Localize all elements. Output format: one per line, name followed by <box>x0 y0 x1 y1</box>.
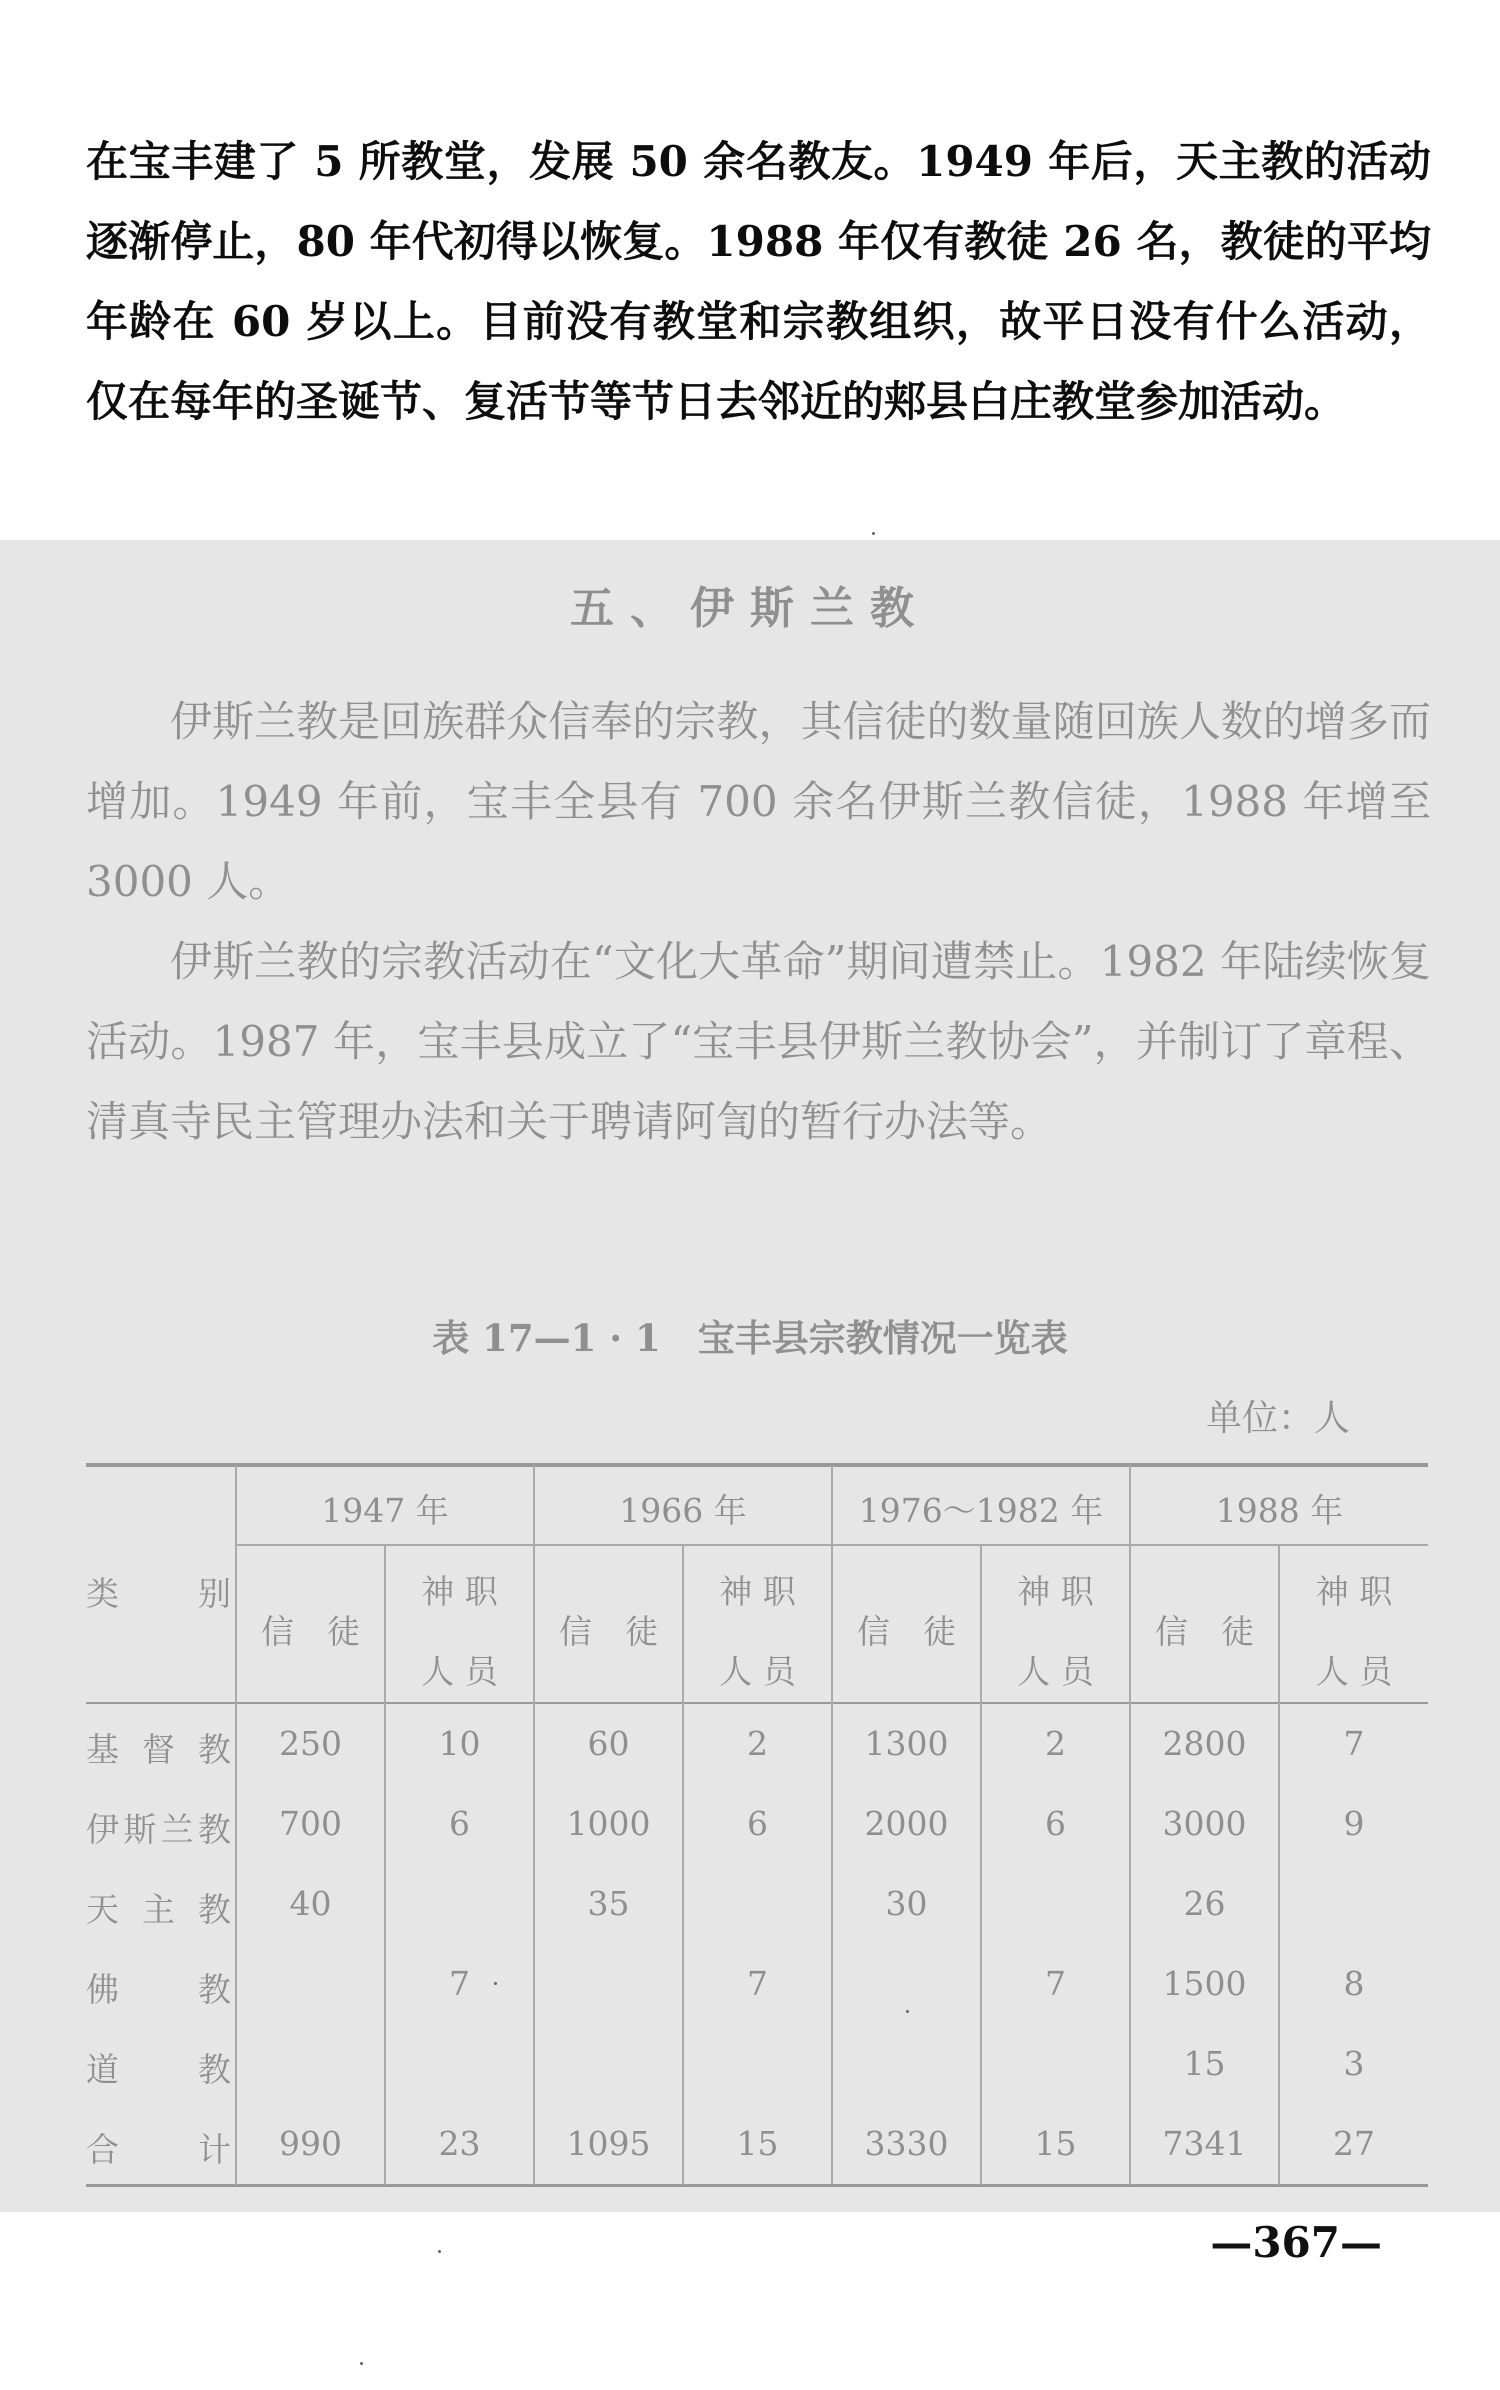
table-top-rule <box>86 1463 1428 1467</box>
clergy-header-line2: 人 员 <box>719 1652 796 1691</box>
table-cell: 7341 <box>1162 2124 1247 2163</box>
table-cell: 26 <box>1183 1884 1226 1923</box>
table-unit-label: 单位：人 <box>1205 1398 1350 1439</box>
section-heading: 五、伊斯兰教 <box>570 583 930 634</box>
table-cell: 8 <box>1343 1964 1365 2003</box>
scan-speck <box>494 1982 497 1985</box>
table-title: 表 17—1 · 1 宝丰县宗教情况一览表 <box>432 1316 1068 1360</box>
table-cell: 10 <box>438 1724 481 1763</box>
year-header: 1988 年 <box>1215 1491 1344 1530</box>
body-text-top: 在宝丰建了 5 所教堂，发展 50 余名教友。1949 年后，天主教的活动逐渐停止，80 年代初得以恢复。1988 年仅有教徒 26 名，教徒的平均年龄在 60 岁以上。目前没有教堂和宗教组织，故平日没有什么活动，仅在每年的圣诞节、复活节等节日去邻近的郏县白庄教堂参加活动。 <box>86 137 1431 426</box>
table-cell: 2000 <box>864 1804 949 1843</box>
table-cell: 2800 <box>1162 1724 1247 1763</box>
table-cell: 2 <box>1045 1724 1066 1763</box>
believers-header: 信 徒 <box>857 1612 956 1651</box>
scan-speck <box>906 2010 909 2013</box>
clergy-header-line1: 神 职 <box>1315 1572 1393 1611</box>
table-cell: 6 <box>449 1804 470 1843</box>
believers-header: 信 徒 <box>559 1612 658 1651</box>
clergy-header-line2: 人 员 <box>1017 1652 1094 1691</box>
row-label: 道教 <box>86 2050 231 2089</box>
table-cell: 7 <box>1343 1724 1365 1763</box>
table-cell: 15 <box>1034 2124 1077 2163</box>
table-cell: 2 <box>747 1724 768 1763</box>
table-cell: 1095 <box>566 2124 651 2163</box>
table-divider <box>980 1544 982 2185</box>
clergy-header-line1: 神 职 <box>719 1572 796 1611</box>
row-label: 佛教 <box>86 1970 231 2009</box>
table-cell: 15 <box>736 2124 779 2163</box>
year-header: 1966 年 <box>619 1491 747 1530</box>
year-header: 1947 年 <box>321 1491 449 1530</box>
scan-speck <box>872 532 875 535</box>
table-cell: 1300 <box>864 1724 949 1763</box>
believers-header: 信 徒 <box>261 1612 360 1651</box>
table-cell: 3330 <box>864 2124 949 2163</box>
table-cell: 6 <box>747 1804 768 1843</box>
table-cell: 7 <box>449 1964 470 2003</box>
table-cell: 7 <box>747 1964 768 2003</box>
table-cell: 250 <box>279 1724 342 1763</box>
table-cell: 35 <box>587 1884 630 1923</box>
table-cell: 40 <box>289 1884 332 1923</box>
table-cell: 990 <box>279 2124 342 2163</box>
row-label: 基督教 <box>86 1730 231 1769</box>
table-divider <box>384 1544 386 2185</box>
table-header-rule <box>86 1702 1428 1704</box>
believers-header: 信 徒 <box>1155 1612 1254 1651</box>
table-cell: 3000 <box>1162 1804 1247 1843</box>
table-cell: 27 <box>1333 2124 1375 2163</box>
table-cell: 9 <box>1343 1804 1365 1843</box>
table-bottom-rule <box>86 2184 1428 2187</box>
clergy-header-line1: 神 职 <box>1017 1572 1094 1611</box>
category-header: 类 别 <box>86 1574 231 1613</box>
table-cell: 700 <box>279 1804 342 1843</box>
page-number: —367— <box>1210 2218 1382 2267</box>
clergy-header-line2: 人 员 <box>421 1652 498 1691</box>
clergy-header-line1: 神 职 <box>421 1572 498 1611</box>
table-cell: 3 <box>1343 2044 1365 2083</box>
table-cell: 1000 <box>566 1804 651 1843</box>
table-divider <box>682 1544 684 2185</box>
table-cell: 30 <box>885 1884 928 1923</box>
section-paragraph-2 <box>86 922 1431 1162</box>
clergy-header-line2: 人 员 <box>1315 1652 1393 1691</box>
table-cell: 1500 <box>1162 1964 1247 2003</box>
row-label: 合计 <box>86 2130 231 2169</box>
scan-speck <box>438 2250 441 2253</box>
row-label: 天主教 <box>86 1890 231 1929</box>
row-label: 伊斯兰教 <box>86 1810 231 1849</box>
table-cell: 7 <box>1045 1964 1066 2003</box>
section-paragraph-1 <box>86 682 1431 922</box>
table-cell: 60 <box>587 1724 630 1763</box>
paragraph-text: 伊斯兰教是回族群众信奉的宗教，其信徒的数量随回族人数的增多而增加。1949 年前，宝丰全县有 700 余名伊斯兰教信徒，1988 年增至 3000 人。 <box>86 697 1431 906</box>
table-divider <box>1278 1544 1280 2185</box>
table-cell: 23 <box>438 2124 481 2163</box>
table-cell: 15 <box>1183 2044 1226 2083</box>
table-cell: 6 <box>1045 1804 1066 1843</box>
scan-speck <box>360 2362 363 2365</box>
year-header: 1976～1982 年 <box>858 1491 1104 1530</box>
paragraph-text: 伊斯兰教的宗教活动在“文化大革命”期间遭禁止。1982 年陆续恢复活动。1987 年，宝丰县成立了“宝丰县伊斯兰教协会”，并制订了章程、清真寺民主管理办法和关于聘请阿訇的暂行办法等。 <box>86 937 1431 1146</box>
